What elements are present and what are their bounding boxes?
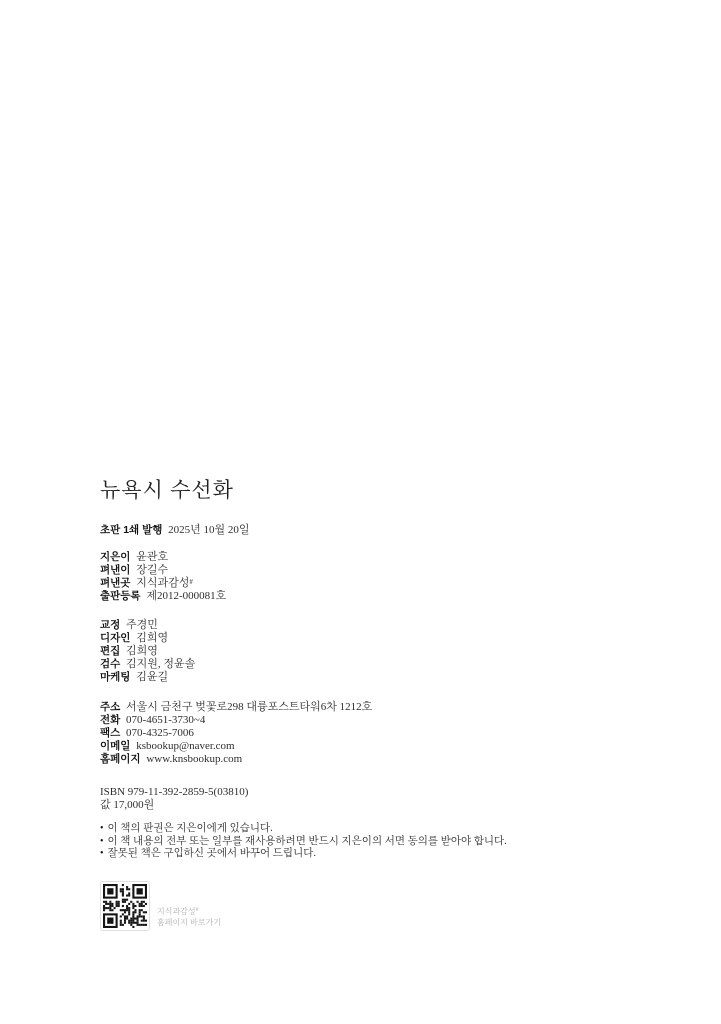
- marketing-label: 마케팅: [100, 671, 131, 683]
- staff-block: [100, 619, 645, 684]
- author-value: 윤관호: [136, 551, 169, 563]
- notice-exchange: • 잘못된 책은 구입하신 곳에서 바꾸어 드립니다.: [100, 848, 645, 861]
- author-row: [100, 551, 645, 564]
- qr-caption-line1: 지식과감성#: [157, 906, 199, 916]
- notice-copyright: • 이 책의 판권은 지은이에게 있습니다.: [100, 823, 645, 836]
- publication-block: [100, 551, 645, 603]
- price-line: 값 17,000원: [100, 799, 155, 811]
- qr-section: [100, 881, 645, 931]
- edition-row: [100, 524, 645, 537]
- publisher-person-value: 장길수: [136, 564, 169, 576]
- publisher-label: 펴낸곳: [100, 577, 131, 589]
- publisher-brand-sup: #: [189, 578, 193, 586]
- publisher-person-label: 펴낸이: [100, 564, 131, 576]
- registration-label: 출판등록: [100, 590, 141, 602]
- book-title: 뉴욕시 수선화: [100, 478, 234, 502]
- qr-code-icon: [100, 881, 150, 931]
- notice-permission: • 이 책 내용의 전부 또는 일부를 재사용하려면 반드시 지은이의 서면 동의를 받아야 합니다.: [100, 836, 645, 849]
- email-row: [100, 740, 645, 753]
- marketing-row: [100, 671, 645, 684]
- edition-value: 2025년 10월 20일: [168, 524, 250, 536]
- homepage-row: [100, 753, 645, 766]
- registration-value: 제2012-000081호: [146, 590, 227, 602]
- design-label: 디자인: [100, 632, 131, 644]
- editing-row: [100, 645, 645, 658]
- edition-label: 초판 1쇄 발행: [100, 524, 163, 536]
- design-value: 김희영: [136, 632, 169, 644]
- design-row: [100, 632, 645, 645]
- qr-caption: [157, 906, 221, 931]
- contact-block: [100, 701, 645, 766]
- address-label: 주소: [100, 701, 121, 713]
- editing-label: 편집: [100, 645, 121, 657]
- phone-label: 전화: [100, 714, 121, 726]
- publisher-person-row: [100, 564, 645, 577]
- fax-value: 070-4325-7006: [126, 727, 194, 739]
- review-value: 김지원, 정윤솔: [126, 658, 196, 670]
- fax-label: 팩스: [100, 727, 121, 739]
- homepage-value: www.knsbookup.com: [146, 753, 243, 765]
- isbn-block: [100, 786, 645, 812]
- email-label: 이메일: [100, 740, 131, 752]
- colophon-content: [100, 479, 645, 931]
- review-row: [100, 658, 645, 671]
- fax-row: [100, 727, 645, 740]
- address-row: [100, 701, 645, 714]
- proofreading-value: 주경민: [126, 619, 158, 631]
- homepage-label: 홈페이지: [100, 753, 141, 765]
- phone-row: [100, 714, 645, 727]
- marketing-value: 김윤길: [136, 671, 169, 683]
- publisher-value: 지식과감성: [136, 577, 190, 589]
- review-label: 검수: [100, 658, 121, 670]
- editing-value: 김희영: [126, 645, 158, 657]
- author-label: 지은이: [100, 551, 131, 563]
- publisher-row: [100, 577, 645, 590]
- registration-row: [100, 590, 645, 603]
- isbn-line: ISBN 979-11-392-2859-5(03810): [100, 786, 249, 798]
- address-value: 서울시 금천구 벚꽃로298 대륭포스트타워6차 1212호: [126, 701, 373, 713]
- email-value: ksbookup@naver.com: [136, 740, 235, 752]
- phone-value: 070-4651-3730~4: [126, 714, 206, 726]
- qr-caption-line2: 홈페이지 바로가기: [157, 917, 222, 927]
- proofreading-label: 교정: [100, 619, 121, 631]
- notices-list: [100, 823, 645, 861]
- qr-caption-sup: #: [195, 906, 199, 913]
- proofreading-row: [100, 619, 645, 632]
